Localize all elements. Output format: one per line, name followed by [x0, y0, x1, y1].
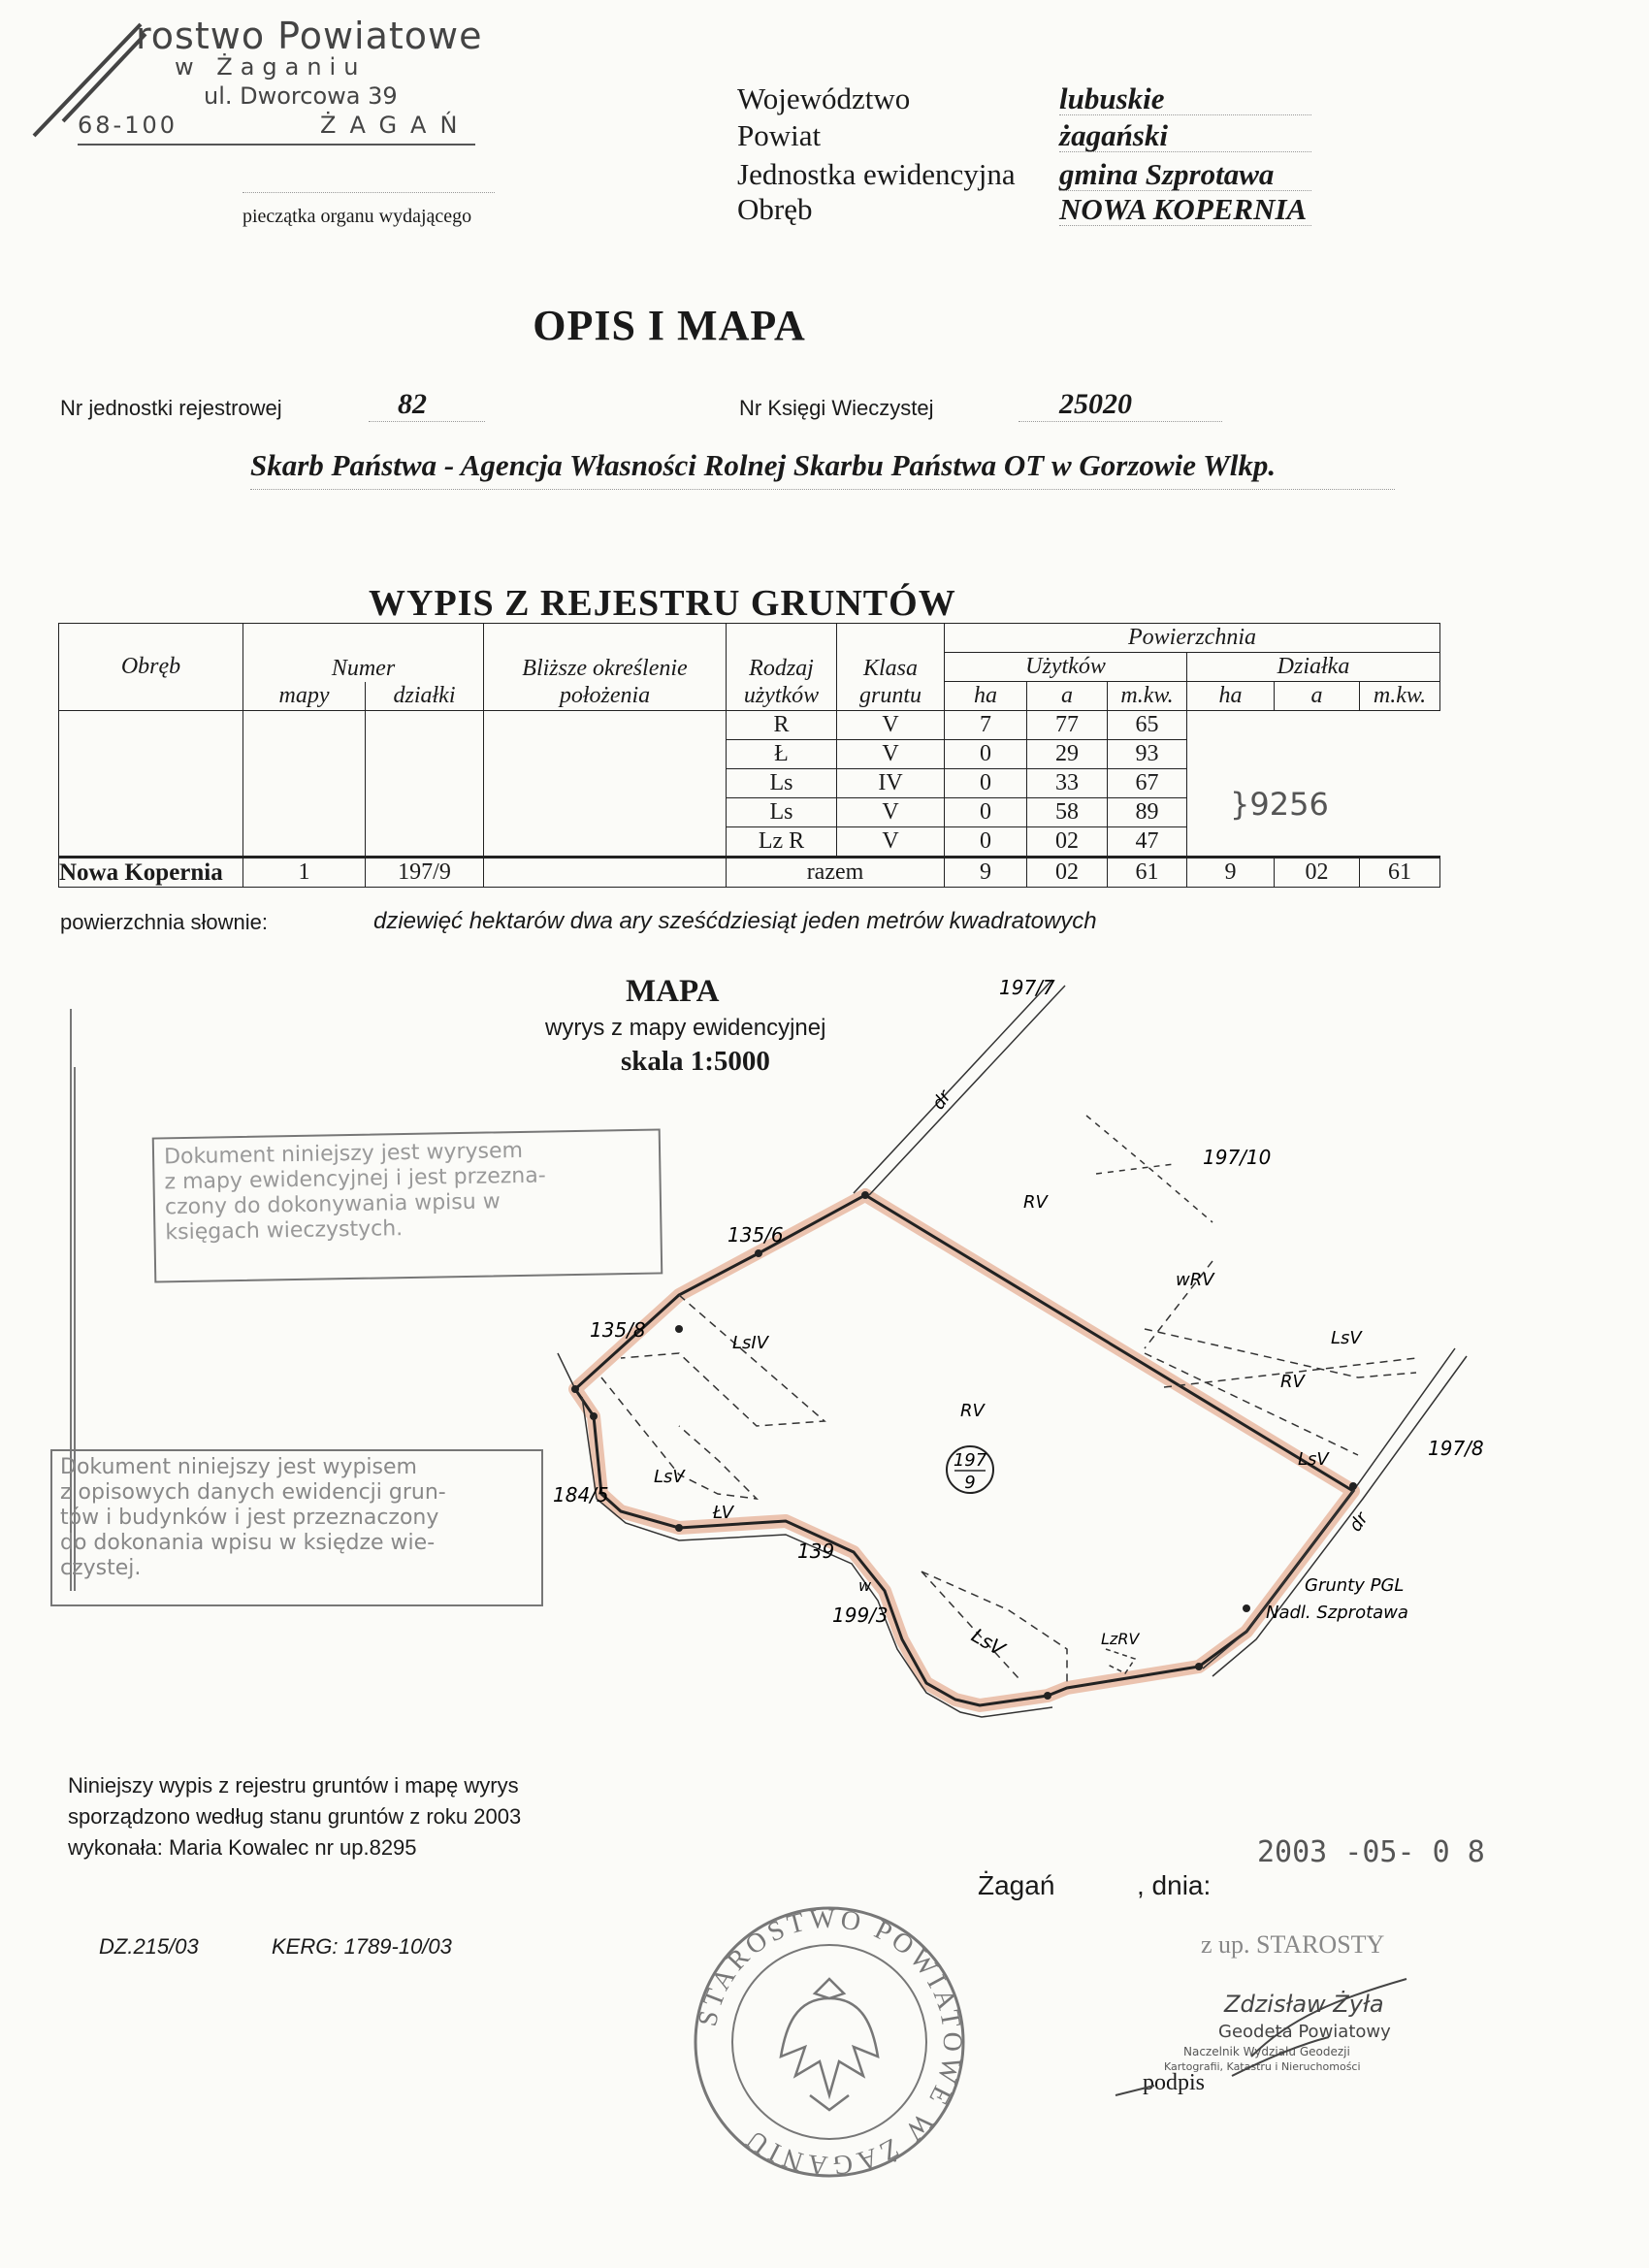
- summary-u-ha: 9: [945, 858, 1027, 888]
- signatory-title-3: Kartografii, Katastru i Nieruchomości: [1164, 2060, 1361, 2073]
- rodzaj-cell: R: [727, 711, 837, 740]
- powiat-label: Powiat: [737, 118, 822, 152]
- on-behalf-label: z up. STAROSTY: [1201, 1930, 1385, 1959]
- summary-d-mkw: 61: [1360, 858, 1440, 888]
- summary-u-mkw: 61: [1108, 858, 1187, 888]
- label-wrv: wRV: [1176, 1270, 1214, 1290]
- boundary-point: [1349, 1482, 1357, 1490]
- dz-number: DZ.215/03: [99, 1934, 199, 1959]
- contour-north: [1086, 1116, 1212, 1222]
- summary-dzialki: 197/9: [366, 858, 484, 888]
- ha-cell: 0: [945, 740, 1027, 769]
- label-rv-north: RV: [1023, 1192, 1048, 1213]
- map-stamp-line: księgach wieczystych.: [165, 1216, 404, 1246]
- summary-obreb: Nowa Kopernia: [59, 858, 243, 888]
- hdr-u-a: a: [1027, 682, 1108, 711]
- a-cell: 58: [1027, 798, 1108, 827]
- stamp-caption: pieczątka organu wydającego: [242, 206, 472, 227]
- footer-line-3: wykonała: Maria Kowalec nr up.8295: [68, 1835, 417, 1860]
- wojewodztwo-value: lubuskie: [1059, 81, 1165, 115]
- hdr-obreb: Obręb: [59, 624, 243, 711]
- stamp-line-1: rostwo Powiatowe: [136, 15, 483, 57]
- map-subtitle: wyrys z mapy ewidencyjnej: [545, 1015, 826, 1041]
- nr-ksiegi-value: 25020: [1059, 388, 1132, 420]
- jednostka-label: Jednostka ewidencyjna: [737, 157, 1016, 191]
- summary-razem: razem: [727, 858, 945, 888]
- summary-d-ha: 9: [1187, 858, 1275, 888]
- label-184-5: 184/5: [553, 1483, 609, 1507]
- hdr-u-mkw: m.kw.: [1108, 682, 1187, 711]
- powiat-value: żagański: [1059, 118, 1168, 152]
- label-197-10: 197/10: [1203, 1146, 1272, 1169]
- label-199-3: 199/3: [832, 1604, 889, 1627]
- boundary-point: [571, 1385, 579, 1393]
- area-words-value: dziewięć hektarów dwa ary sześćdziesiąt jeden metrów kwadratowych: [373, 908, 1097, 934]
- hdr-d-a: a: [1275, 682, 1360, 711]
- parcel-number: 197: [953, 1450, 987, 1471]
- stamp-line-3: ul. Dworcowa 39: [204, 82, 398, 110]
- label-135-6: 135/6: [728, 1223, 784, 1247]
- hdr-polozenia: położenia: [484, 682, 727, 711]
- owner-name: Skarb Państwa - Agencja Własności Rolnej Skarbu Państwa OT w Gorzowie Wlkp.: [250, 448, 1277, 482]
- hdr-mapy: mapy: [243, 682, 366, 711]
- map-stamp-line: z mapy ewidencyjnej i jest przezna-: [164, 1163, 546, 1195]
- a-cell: 02: [1027, 827, 1108, 858]
- boundary-points: [571, 1191, 1357, 1700]
- boundary-point: [861, 1191, 869, 1199]
- road-north: [854, 980, 1065, 1195]
- signatory-name: Zdzisław Żyła: [1224, 1991, 1384, 2018]
- boundary-point: [590, 1412, 598, 1420]
- ha-cell: 0: [945, 827, 1027, 858]
- parcel-number-sub: 9: [964, 1473, 976, 1493]
- register-stamp-line: do dokonania wpisu w księdze wie-: [60, 1531, 436, 1555]
- place-label: Żagań: [978, 1870, 1055, 1900]
- ha-cell: 0: [945, 769, 1027, 798]
- stamp-postcode: 68-100: [78, 112, 178, 139]
- area-words-label: powierzchnia słownie:: [60, 910, 268, 934]
- boundary-point: [1044, 1692, 1051, 1700]
- klasa-cell: IV: [837, 769, 945, 798]
- seal-text: STAROSTWO POWIATOWE W ŻAGANIU: [693, 1903, 968, 2181]
- boundary-point: [675, 1524, 683, 1532]
- summary-mapy: 1: [243, 858, 366, 888]
- rodzaj-cell: Lz R: [727, 827, 837, 858]
- obreb-value: NOWA KOPERNIA: [1059, 192, 1308, 226]
- seal-graphic: [689, 1901, 970, 2183]
- map-stamp-line: czony do dokonywania wpisu w: [164, 1189, 501, 1220]
- page-title: OPIS I MAPA: [533, 302, 806, 349]
- mkw-cell: 47: [1108, 827, 1187, 858]
- stamp-city: ŻAGAŃ: [320, 112, 471, 139]
- boundary-point: [1195, 1663, 1203, 1670]
- label-139: 139: [797, 1539, 835, 1563]
- rodzaj-cell: Ł: [727, 740, 837, 769]
- label-197-8: 197/8: [1428, 1437, 1484, 1460]
- label-lsv-south: LsV: [967, 1623, 1010, 1661]
- rodzaj-cell: Ls: [727, 798, 837, 827]
- label-grunty-1: Grunty PGL: [1305, 1575, 1405, 1596]
- a-cell: 77: [1027, 711, 1108, 740]
- a-cell: 29: [1027, 740, 1108, 769]
- signature-caption: podpis: [1143, 2070, 1206, 2095]
- map-title: MAPA: [626, 974, 720, 1009]
- label-dr-east: dr: [1344, 1508, 1373, 1536]
- hdr-d-mkw: m.kw.: [1360, 682, 1440, 711]
- footer-line-2: sporządzono według stanu gruntów z roku 2003: [68, 1804, 522, 1829]
- label-w: w: [858, 1576, 872, 1595]
- label-lsv-w: LsV: [654, 1467, 685, 1487]
- label-135-8: 135/8: [590, 1318, 646, 1342]
- klasa-cell: V: [837, 711, 945, 740]
- label-grunty-2: Nadl. Szprotawa: [1266, 1603, 1408, 1623]
- boundary-point: [755, 1249, 762, 1257]
- hdr-d-ha: ha: [1187, 682, 1275, 711]
- date-label: , dnia:: [1137, 1870, 1212, 1900]
- signatory-title-2: Naczelnik Wydziału Geodezji: [1183, 2045, 1350, 2058]
- nr-ksiegi-label: Nr Księgi Wieczystej: [739, 396, 934, 420]
- label-lzrv: LzRV: [1101, 1630, 1140, 1648]
- contour-east: [1145, 1261, 1416, 1455]
- stamp-line-2: w Żaganiu: [175, 53, 367, 81]
- hdr-powierzchnia: Powierzchnia: [945, 624, 1440, 653]
- label-lsv-ne: LsV: [1331, 1328, 1362, 1348]
- hdr-rodzaj: Rodzaj: [727, 624, 837, 682]
- issue-date: 2003 -05- 0 8: [1257, 1835, 1485, 1869]
- hdr-u-ha: ha: [945, 682, 1027, 711]
- mkw-cell: 65: [1108, 711, 1187, 740]
- jednostka-value: gmina Szprotawa: [1059, 157, 1275, 191]
- rodzaj-cell: Ls: [727, 769, 837, 798]
- summary-u-a: 02: [1027, 858, 1108, 888]
- hdr-dzialki: działki: [366, 682, 484, 711]
- label-lv: ŁV: [713, 1503, 734, 1523]
- nr-jednostki-label: Nr jednostki rejestrowej: [60, 396, 282, 420]
- label-rv-center: RV: [960, 1401, 985, 1421]
- ha-cell: 7: [945, 711, 1027, 740]
- klasa-cell: V: [837, 740, 945, 769]
- signature: [1096, 1960, 1484, 2105]
- klasa-cell: V: [837, 827, 945, 858]
- hdr-uzytkow: Użytków: [945, 653, 1187, 682]
- kerg-number: KERG: 1789-10/03: [272, 1934, 452, 1959]
- footer-line-1: Niniejszy wypis z rejestru gruntów i mapę wyrys: [68, 1773, 519, 1798]
- ha-cell: 0: [945, 798, 1027, 827]
- handwritten-note: }9256: [1230, 786, 1329, 823]
- eagle-emblem: [781, 1979, 878, 2110]
- wojewodztwo-label: Województwo: [737, 81, 911, 115]
- map-stamp-line: Dokument niniejszy jest wyrysem: [163, 1138, 524, 1170]
- register-stamp-line: Dokument niniejszy jest wypisem: [60, 1455, 417, 1479]
- hdr-uzytkow-2: użytków: [727, 682, 837, 711]
- obreb-label: Obręb: [737, 192, 813, 226]
- a-cell: 33: [1027, 769, 1108, 798]
- boundary-point: [1243, 1604, 1250, 1612]
- register-stamp-line: czystej.: [60, 1556, 142, 1580]
- boundary-point: [675, 1325, 683, 1333]
- official-seal: [689, 1901, 970, 2183]
- contour-lzrv: [1106, 1649, 1135, 1673]
- road-west: [558, 1353, 575, 1389]
- label-rv-east: RV: [1280, 1372, 1305, 1392]
- map-scale: skala 1:5000: [621, 1046, 770, 1077]
- mkw-cell: 93: [1108, 740, 1187, 769]
- mkw-cell: 67: [1108, 769, 1187, 798]
- klasa-cell: V: [837, 798, 945, 827]
- hdr-blizsze: Bliższe określenie: [484, 624, 727, 682]
- register-stamp-line: z opisowych danych ewidencji grun-: [60, 1480, 446, 1505]
- label-lsv-e: LsV: [1298, 1449, 1329, 1470]
- hdr-klasa: Klasa: [837, 624, 945, 682]
- nr-jednostki-value: 82: [398, 388, 427, 420]
- mkw-cell: 89: [1108, 798, 1187, 827]
- hdr-gruntu: gruntu: [837, 682, 945, 711]
- contour-lsv-south: [922, 1571, 1067, 1688]
- summary-d-a: 02: [1275, 858, 1360, 888]
- label-dr-north: dr: [927, 1086, 955, 1114]
- register-stamp-line: tów i budynków i jest przeznaczony: [60, 1506, 439, 1530]
- register-title: WYPIS Z REJESTRU GRUNTÓW: [369, 583, 956, 624]
- hdr-numer: Numer: [243, 624, 484, 682]
- hdr-dzialka: Działka: [1187, 653, 1440, 682]
- label-197-7: 197/7: [999, 976, 1055, 999]
- signatory-title-1: Geodeta Powiatowy: [1218, 2022, 1391, 2042]
- label-lsiv: LsIV: [732, 1333, 769, 1353]
